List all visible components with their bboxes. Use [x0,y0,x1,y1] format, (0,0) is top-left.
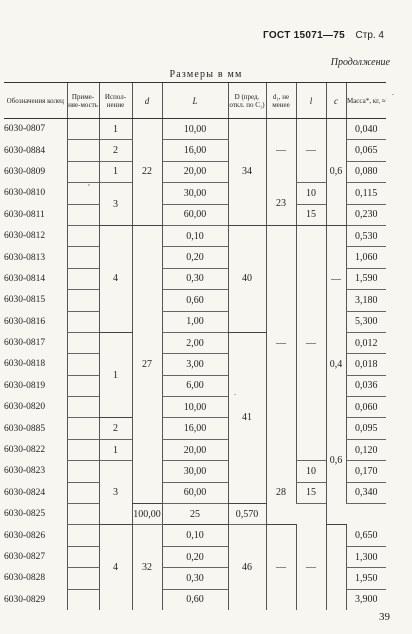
col-header-designation: Обозначения колец [4,83,67,119]
d-cell: 27 [132,225,162,503]
col-header-c: c [326,83,346,119]
page-number: 39 [379,611,390,623]
col-header-applicability: Приме-няе-мость [67,83,99,119]
applicability-cell [67,311,99,332]
L-cell: 30,00 [162,183,228,204]
version-cell: 1 [99,439,132,460]
mass-cell: 0,095 [346,418,386,439]
applicability-cell [67,290,99,311]
L-cell: 2,00 [162,332,228,353]
designation-cell: 6030-0810 [4,188,46,199]
c-cell: 0,4 [326,332,346,396]
L-cell: 3,00 [162,354,228,375]
designation-cell: 6030-0829 [4,594,46,605]
version-cell: 4 [99,525,132,610]
version-cell: 2 [99,418,132,439]
designation-cell: 6030-0819 [4,380,46,391]
L-cell: 6,00 [162,375,228,396]
col-header-mass: Масса*, кг, ≈ [346,83,386,119]
col-header-D: D (пред. откл. по C₁) [228,83,266,119]
c-cell: — [326,225,346,332]
L-cell: 20,00 [162,439,228,460]
applicability-cell [67,418,99,439]
applicability-cell [67,183,99,204]
mass-cell: 0,060 [346,397,386,418]
mass-cell: 0,065 [346,140,386,161]
L-cell: 0,60 [162,290,228,311]
l-cell: 10 [296,461,326,482]
table-caption: Размеры в мм [169,69,243,80]
l-cell: 25 [162,504,228,525]
L-cell: 100,00 [132,504,162,525]
mass-cell: 3,180 [346,290,386,311]
L-cell: 0,20 [162,247,228,268]
c-cell: 0,6 [326,397,346,525]
mass-cell: 5,300 [346,311,386,332]
designation-cell: 6030-0809 [4,166,46,177]
L-cell: 0,10 [162,225,228,246]
print-speck: , [88,178,90,187]
designation-cell: 6030-0885 [4,423,46,434]
L-cell: 0,30 [162,568,228,589]
L-cell: 16,00 [162,418,228,439]
applicability-cell [67,204,99,225]
mass-cell: 1,590 [346,268,386,289]
col-header-l: l [296,83,326,119]
table-row [4,332,386,353]
d1-cell: 23 [266,183,296,226]
mass-cell: 0,530 [346,225,386,246]
mass-cell: 0,080 [346,161,386,182]
L-cell: 0,60 [162,589,228,610]
designation-cell: 6030-0817 [4,338,46,349]
applicability-cell [67,504,99,525]
version-cell: 3 [99,183,132,226]
applicability-cell [67,161,99,182]
version-cell: 2 [99,140,132,161]
L-cell: 20,00 [162,161,228,182]
applicability-cell [67,525,99,546]
designation-cell: 6030-0807 [4,124,46,135]
L-cell: 0,10 [162,525,228,546]
applicability-cell [67,268,99,289]
applicability-cell [67,546,99,567]
applicability-cell [67,482,99,503]
d-cell: 32 [132,525,162,610]
designation-cell: 6030-0813 [4,252,46,263]
applicability-cell [67,461,99,482]
designation-cell: 6030-0820 [4,402,46,413]
applicability-cell [67,375,99,396]
version-cell: 3 [99,461,132,525]
version-cell: 1 [99,119,132,140]
designation-cell: 6030-0884 [4,145,46,156]
mass-cell: 0,018 [346,354,386,375]
L-cell: 1,00 [162,311,228,332]
D-cell: 41 [228,332,266,503]
designation-cell: 6030-0825 [4,509,46,520]
designation-cell: 6030-0823 [4,466,46,477]
table-row [4,397,386,418]
d-cell: 22 [132,119,162,226]
designation-cell: 6030-0828 [4,573,46,584]
mass-cell: 0,012 [346,332,386,353]
col-header-version: Испол-нение [99,83,132,119]
applicability-cell [67,589,99,610]
applicability-cell [67,354,99,375]
applicability-cell [67,439,99,460]
applicability-cell [67,225,99,246]
D-cell: 46 [228,525,266,610]
applicability-cell [67,140,99,161]
mass-cell: 0,120 [346,439,386,460]
applicability-cell [67,397,99,418]
version-cell: 4 [99,225,132,332]
mass-cell: 0,115 [346,183,386,204]
applicability-cell [67,568,99,589]
D-cell: 34 [228,119,266,226]
print-speck: . [392,88,394,97]
d1-cell: — [266,119,296,183]
L-cell: 60,00 [162,204,228,225]
applicability-cell [67,119,99,140]
l-cell: — [296,225,326,460]
L-cell: 60,00 [162,482,228,503]
designation-cell: 6030-0827 [4,552,46,562]
page-header [0,30,384,41]
mass-cell: 0,040 [346,119,386,140]
mass-cell: 0,570 [228,504,266,525]
designation-cell: 6030-0814 [4,273,46,284]
mass-cell: 0,230 [346,204,386,225]
L-cell: 16,00 [162,140,228,161]
version-cell: 1 [99,161,132,182]
mass-cell: 0,170 [346,461,386,482]
col-header-L: L [162,83,228,119]
designation-cell: 6030-0824 [4,487,46,498]
mass-cell: 1,300 [346,546,386,567]
c-cell: 0,6 [326,119,346,226]
col-header-d1: d₁, не менее [266,83,296,119]
mass-cell: 1,060 [346,247,386,268]
D-cell: 40 [228,225,266,332]
designation-cell: 6030-0822 [4,445,46,456]
l-cell: 15 [296,204,326,225]
L-cell: 10,00 [162,397,228,418]
mass-cell: 3,900 [346,589,386,610]
table-row [4,525,386,546]
continuation-label: Продолжение [330,57,390,68]
l-cell: 10 [296,183,326,204]
d1-cell: — [266,225,296,460]
mass-cell: 0,650 [346,525,386,546]
table-row [4,225,386,246]
table-row [4,119,386,140]
version-cell: 1 [99,332,132,418]
L-cell: 10,00 [162,119,228,140]
mass-cell: 0,340 [346,482,386,503]
d1-cell: — [266,525,296,610]
page-label: Стр. 4 [355,30,384,41]
mass-cell: 0,036 [346,375,386,396]
c-cell [326,525,346,610]
L-cell: 0,30 [162,268,228,289]
designation-cell: 6030-0811 [4,209,45,220]
mass-cell: 1,950 [346,568,386,589]
standard-id: ГОСТ 15071—75 [263,30,346,41]
print-speck: . [234,388,236,397]
designation-cell: 6030-0816 [4,316,46,327]
l-cell: — [296,119,326,183]
L-cell: 30,00 [162,461,228,482]
designation-cell: 6030-0818 [4,359,46,370]
L-cell: 0,20 [162,546,228,567]
applicability-cell [67,332,99,353]
designation-cell: 6030-0815 [4,295,46,306]
designation-cell: 6030-0812 [4,231,46,242]
designation-cell: 6030-0826 [4,530,46,541]
applicability-cell [67,247,99,268]
col-header-d: d [132,83,162,119]
l-cell: 15 [296,482,326,503]
l-cell: — [296,525,326,610]
d1-cell: 28 [266,461,296,525]
dimensions-table [4,82,386,610]
